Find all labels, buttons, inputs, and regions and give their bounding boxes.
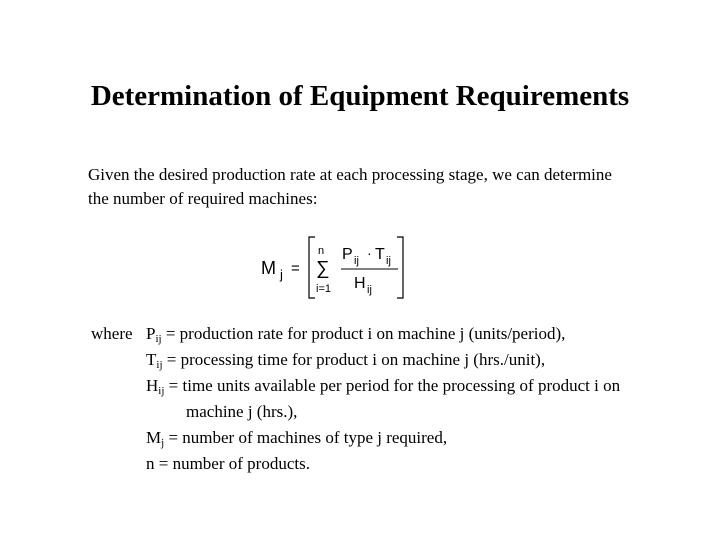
formula-numerator-p: P [342, 246, 353, 263]
definition-row-h-continued [91, 399, 691, 425]
definition-symbol: M [146, 428, 162, 447]
definition-row-p [91, 321, 691, 347]
formula-numerator-p-sub: ij [354, 255, 359, 267]
definition-row-m [91, 425, 691, 451]
formula-sum-symbol: ∑ [316, 258, 330, 279]
formula-denominator-h: H [354, 275, 366, 292]
formula-numerator-t: T [375, 246, 385, 263]
definition-text: = number of products. [154, 454, 310, 473]
formula-lhs-subscript: j [280, 267, 283, 282]
intro-paragraph [88, 163, 688, 211]
slide-title: Determination of Equipment Requirements [90, 80, 630, 112]
formula-dot: · [367, 245, 372, 261]
definition-symbol: T [146, 350, 157, 369]
definition-text: = production rate for product i on machine j (units/period), [161, 324, 566, 343]
definition-continuation: machine j (hrs.), [186, 402, 298, 421]
definition-text: = time units available per period for the processing of product i on [164, 376, 621, 395]
intro-line-1: Given the desired production rate at each processing stage, we can determine [88, 165, 612, 184]
variable-definitions [91, 321, 691, 477]
definition-subscript: j [161, 437, 165, 449]
formula-sum-lower: i=1 [316, 283, 331, 295]
definition-row-t [91, 347, 691, 373]
definition-row-h [91, 373, 691, 399]
definition-text: = processing time for product i on machine j (hrs./unit), [162, 350, 546, 369]
definition-subscript: ij [158, 385, 165, 397]
definition-symbol: n [146, 454, 155, 473]
formula-sum-upper: n [318, 245, 325, 257]
definition-row-n [91, 451, 691, 477]
definition-subscript: ij [155, 333, 162, 345]
intro-line-2: the number of required machines: [88, 189, 318, 208]
formula-lhs-symbol: M [261, 258, 276, 278]
definition-symbol: P [146, 324, 156, 343]
formula-denominator-h-sub: ij [367, 284, 372, 296]
definition-subscript: ij [156, 359, 163, 371]
formula-right-bracket [397, 237, 403, 298]
definition-symbol: H [146, 376, 159, 395]
machine-requirement-formula [258, 232, 428, 304]
where-label: where [91, 324, 133, 343]
formula-equals: = [291, 260, 300, 277]
definition-text: = number of machines of type j required, [164, 428, 448, 447]
formula-numerator-t-sub: ij [386, 255, 391, 267]
formula-left-bracket [309, 237, 315, 298]
